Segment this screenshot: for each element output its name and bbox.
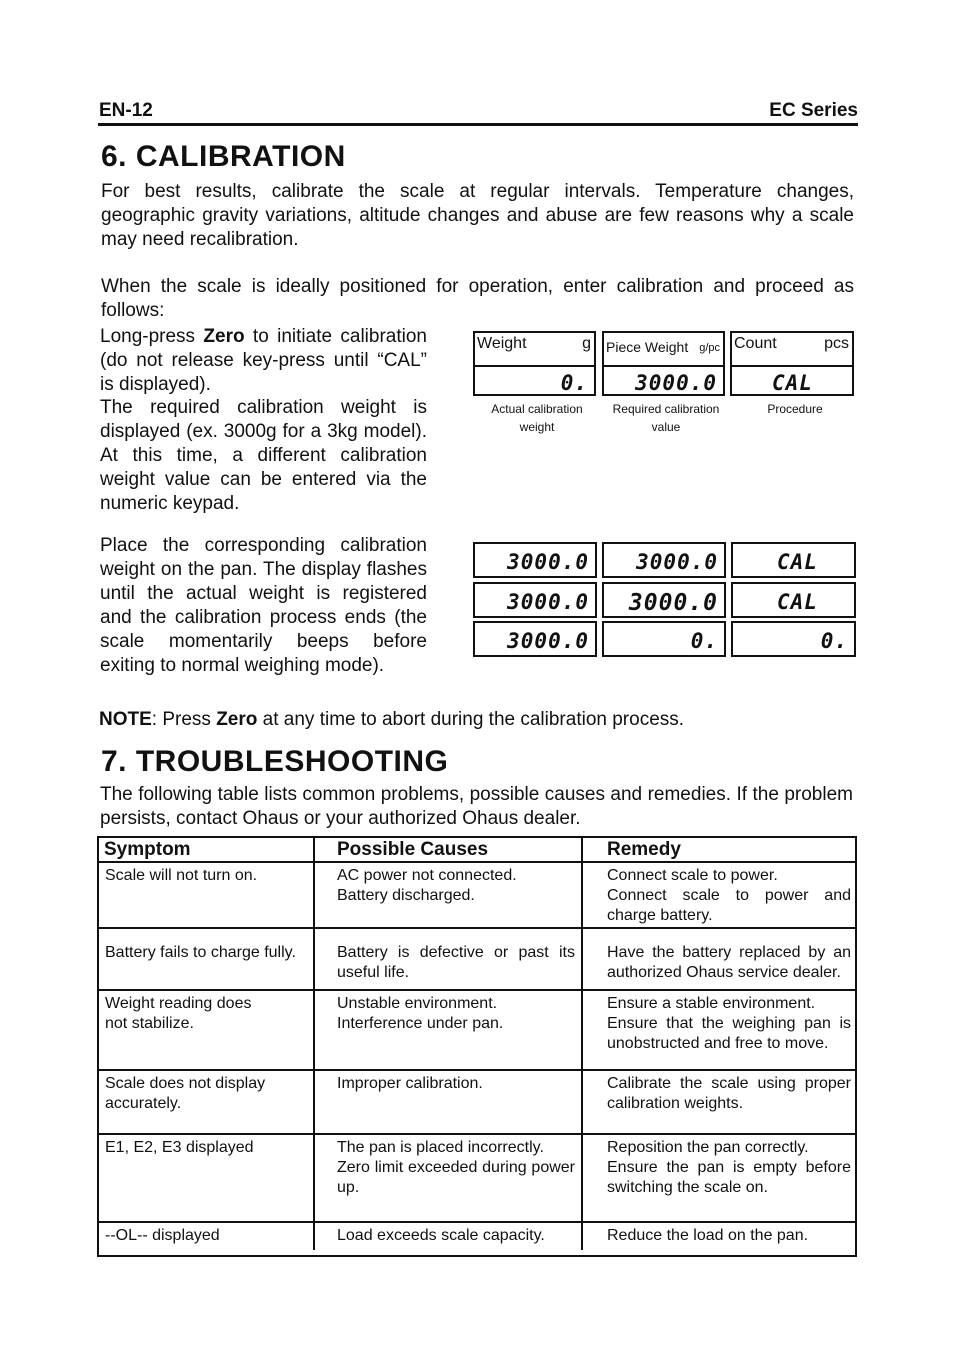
table-row bbox=[98, 990, 857, 1070]
piece-weight-display bbox=[602, 331, 725, 396]
header-symptom: Symptom bbox=[98, 837, 314, 862]
weight-value: 0. bbox=[560, 371, 588, 395]
display-value: 3000.0 bbox=[507, 629, 589, 653]
seq-display bbox=[731, 542, 856, 578]
caption-procedure: Procedure bbox=[767, 402, 823, 416]
count-label: Count bbox=[734, 335, 777, 352]
troubleshooting-intro: The following table lists common problems, possible causes and remedies. If the problem persists, contact Ohaus or your authorized Ohaus dealer. bbox=[100, 784, 853, 829]
cause-cell: Unstable environment. Interference under pan. bbox=[314, 990, 582, 1070]
display-value: 0. bbox=[690, 629, 718, 653]
seq-display bbox=[602, 582, 726, 618]
cause-cell: Battery is defective or past its useful life. bbox=[314, 928, 582, 990]
table-header-row bbox=[98, 837, 857, 862]
step-2: The required calibration weight is displayed (ex. 3000g for a 3kg model). At this time, a different calibration weight value can be entered via the numeric keypad. bbox=[100, 397, 427, 514]
table-row bbox=[98, 1134, 857, 1222]
remedy-cell: Calibrate the scale using proper calibration weights. bbox=[582, 1070, 857, 1134]
display-value: 3000.0 bbox=[507, 550, 589, 574]
step1-text: Long-press bbox=[100, 326, 204, 347]
weight-display bbox=[473, 331, 596, 396]
header-causes: Possible Causes bbox=[314, 837, 582, 862]
display-value: 3000.0 bbox=[628, 590, 718, 616]
display-value: CAL bbox=[777, 590, 818, 614]
piece-weight-value: 3000.0 bbox=[635, 371, 717, 395]
cause-cell: Improper calibration. bbox=[314, 1070, 582, 1134]
divider bbox=[474, 365, 596, 367]
calibration-note bbox=[99, 709, 684, 731]
cause-cell: Load exceeds scale capacity. bbox=[314, 1222, 582, 1250]
remedy-cell: Connect scale to power. Connect scale to power and charge battery. bbox=[582, 862, 857, 928]
symptom-cell: E1, E2, E3 displayed bbox=[98, 1134, 314, 1222]
symptom-cell: Weight reading does not stabilize. bbox=[98, 990, 314, 1070]
count-display bbox=[730, 331, 854, 396]
symptom-cell: --OL-- displayed bbox=[98, 1222, 314, 1250]
remedy-cell: Ensure a stable environment. Ensure that the weighing pan is unobstructed and free to move. bbox=[582, 990, 857, 1070]
page-id: EN-12 bbox=[99, 100, 153, 121]
seq-display bbox=[731, 582, 856, 618]
display-value: 3000.0 bbox=[636, 550, 718, 574]
seq-display bbox=[602, 542, 726, 578]
symptom-cell: Scale does not display accurately. bbox=[98, 1070, 314, 1134]
caption-actual-weight: Actual calibration weight bbox=[491, 402, 583, 434]
seq-display bbox=[473, 621, 597, 657]
remedy-cell: Reposition the pan correctly. Ensure the pan is empty before switching the scale on. bbox=[582, 1134, 857, 1222]
note-label: NOTE bbox=[99, 709, 152, 730]
step-3: Place the corresponding calibration weight on the pan. The display flashes until the actual weight is registered and the calibration process ends (the scale momentarily beeps before exiting to normal weighing mode). bbox=[100, 535, 427, 676]
display-value: CAL bbox=[777, 550, 818, 574]
table-row bbox=[98, 1222, 857, 1250]
note-text: : Press bbox=[151, 709, 217, 730]
seq-display bbox=[473, 542, 597, 578]
step-1 bbox=[100, 325, 427, 397]
zero-key-label: Zero bbox=[216, 709, 258, 730]
step1-text-post: to initiate calibration (do not release key-press until “CAL” is displayed). bbox=[100, 326, 427, 395]
remedy-cell: Have the battery replaced by an authorized Ohaus service dealer. bbox=[582, 928, 857, 990]
table-row bbox=[98, 862, 857, 928]
symptom-cell: Battery fails to charge fully. bbox=[98, 928, 314, 990]
weight-label: Weight bbox=[477, 335, 527, 352]
calibration-intro: For best results, calibrate the scale at regular intervals. Temperature changes, geographic gravity variations, altitude changes and abuse are few reasons why a scale may need recalibration. bbox=[101, 181, 854, 250]
piece-weight-unit: g/pc bbox=[699, 342, 720, 354]
remedy-cell: Reduce the load on the pan. bbox=[582, 1222, 857, 1250]
header-rule bbox=[98, 123, 858, 126]
seq-display bbox=[602, 621, 726, 657]
seq-display bbox=[731, 621, 856, 657]
display-value: 3000.0 bbox=[507, 590, 589, 614]
weight-unit: g bbox=[582, 335, 591, 352]
zero-key-label: Zero bbox=[203, 326, 245, 347]
seq-display bbox=[473, 582, 597, 618]
table-row bbox=[98, 928, 857, 990]
troubleshooting-table bbox=[98, 837, 857, 1250]
calibration-title: 6. CALIBRATION bbox=[101, 140, 346, 173]
header-remedy: Remedy bbox=[582, 837, 857, 862]
symptom-cell: Scale will not turn on. bbox=[98, 862, 314, 928]
troubleshooting-title: 7. TROUBLESHOOTING bbox=[101, 745, 449, 778]
note-text-post: at any time to abort during the calibration process. bbox=[257, 709, 685, 730]
table-row bbox=[98, 1070, 857, 1134]
divider bbox=[603, 365, 725, 367]
count-value: CAL bbox=[772, 371, 813, 395]
display-value: 0. bbox=[820, 629, 848, 653]
cause-cell: The pan is placed incorrectly. Zero limit exceeded during power up. bbox=[314, 1134, 582, 1222]
piece-weight-label: Piece Weight bbox=[606, 339, 689, 355]
caption-required-value: Required calibration value bbox=[612, 402, 720, 434]
calibration-intro2: When the scale is ideally positioned for operation, enter calibration and proceed as follows: bbox=[101, 276, 854, 321]
count-unit: pcs bbox=[824, 335, 849, 352]
series-name: EC Series bbox=[769, 100, 858, 121]
cause-cell: AC power not connected. Battery discharged. bbox=[314, 862, 582, 928]
divider bbox=[731, 365, 853, 367]
